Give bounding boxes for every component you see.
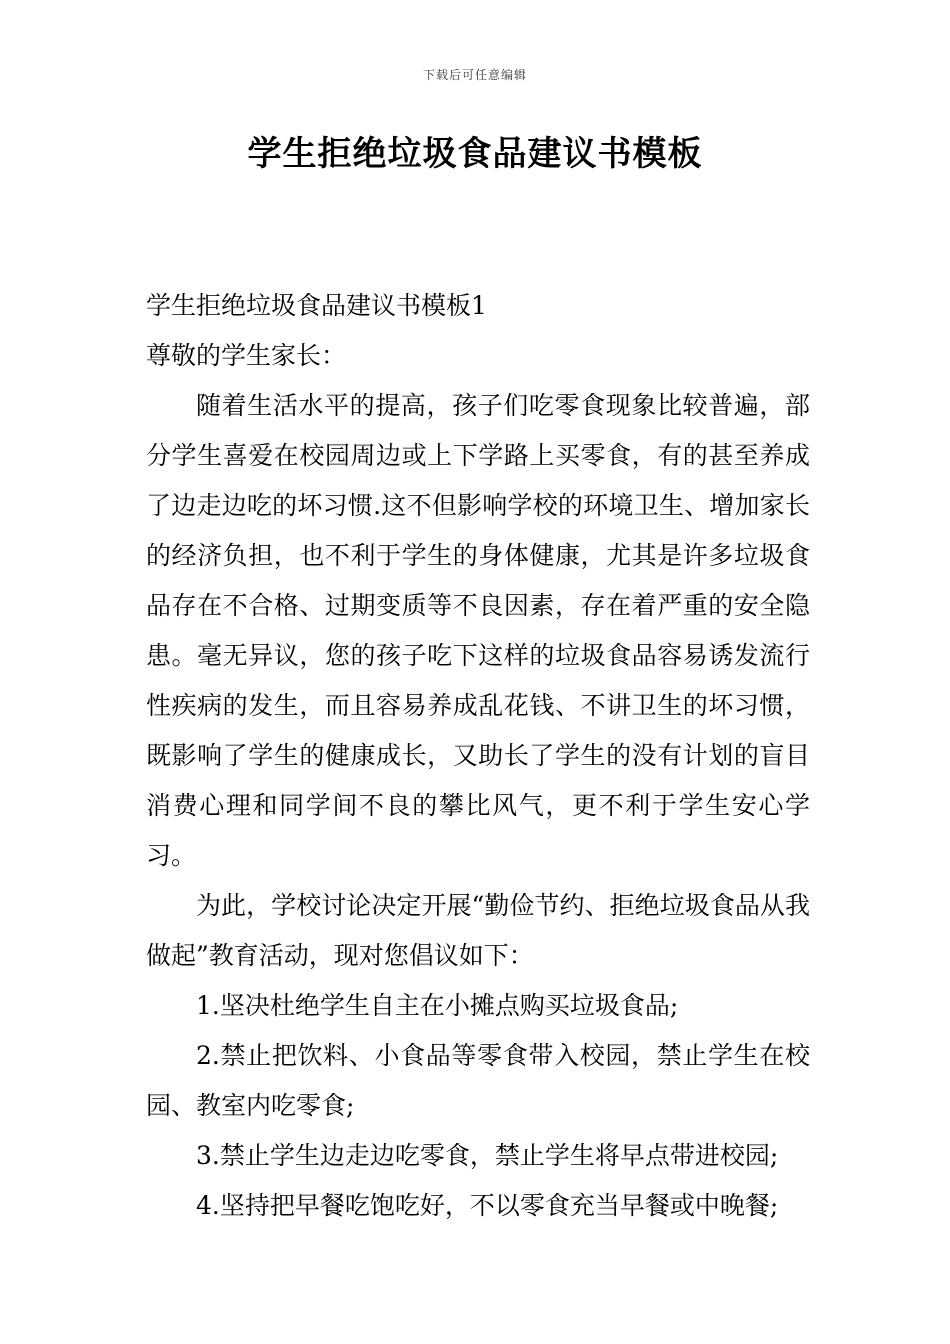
salutation: 尊敬的学生家长： — [146, 341, 347, 370]
header-note: 下载后可任意编辑 — [422, 68, 527, 82]
list-item: 4.坚持把早餐吃饱吃好，不以零食充当早餐或中晚餐; — [196, 1191, 779, 1220]
paragraph-intro: 随着生活水平的提高，孩子们吃零食现象比较普遍，部分学生喜爱在校园周边或上下学路上买零食，有的甚至养成了边走边吃的坏习惯.这不但影响学校的环境卫生、增加家长的经济负担，也不利于学生的身体健康，尤其是许多垃圾食品存在不合格、过期变质等不良因素，存在着严重的安全隐患。毫无异议，您的孩子吃下这样的垃圾食品容易诱发流行性疾病的发生，而且容易养成乱花钱、不讲卫生的坏习惯，既影响了学生的健康成长，又助长了学生的没有计划的盲目消费心理和同学间不良的攀比风气，更不利于学生安心学习。 — [146, 391, 810, 870]
section-heading: 学生拒绝垃圾食品建议书模板1 — [146, 291, 487, 320]
list-item: 3.禁止学生边走边吃零食，禁止学生将早点带进校园; — [196, 1141, 779, 1170]
list-item: 1.坚决杜绝学生自主在小摊点购买垃圾食品; — [196, 991, 679, 1020]
document-title: 学生拒绝垃圾食品建议书模板 — [247, 134, 703, 174]
document-body — [146, 281, 810, 1231]
list-item: 2.禁止把饮料、小食品等零食带入校园，禁止学生在校园、教室内吃零食; — [146, 1041, 810, 1120]
paragraph-proposal: 为此，学校讨论决定开展“勤俭节约、拒绝垃圾食品从我做起”教育活动，现对您倡议如下： — [146, 891, 810, 970]
